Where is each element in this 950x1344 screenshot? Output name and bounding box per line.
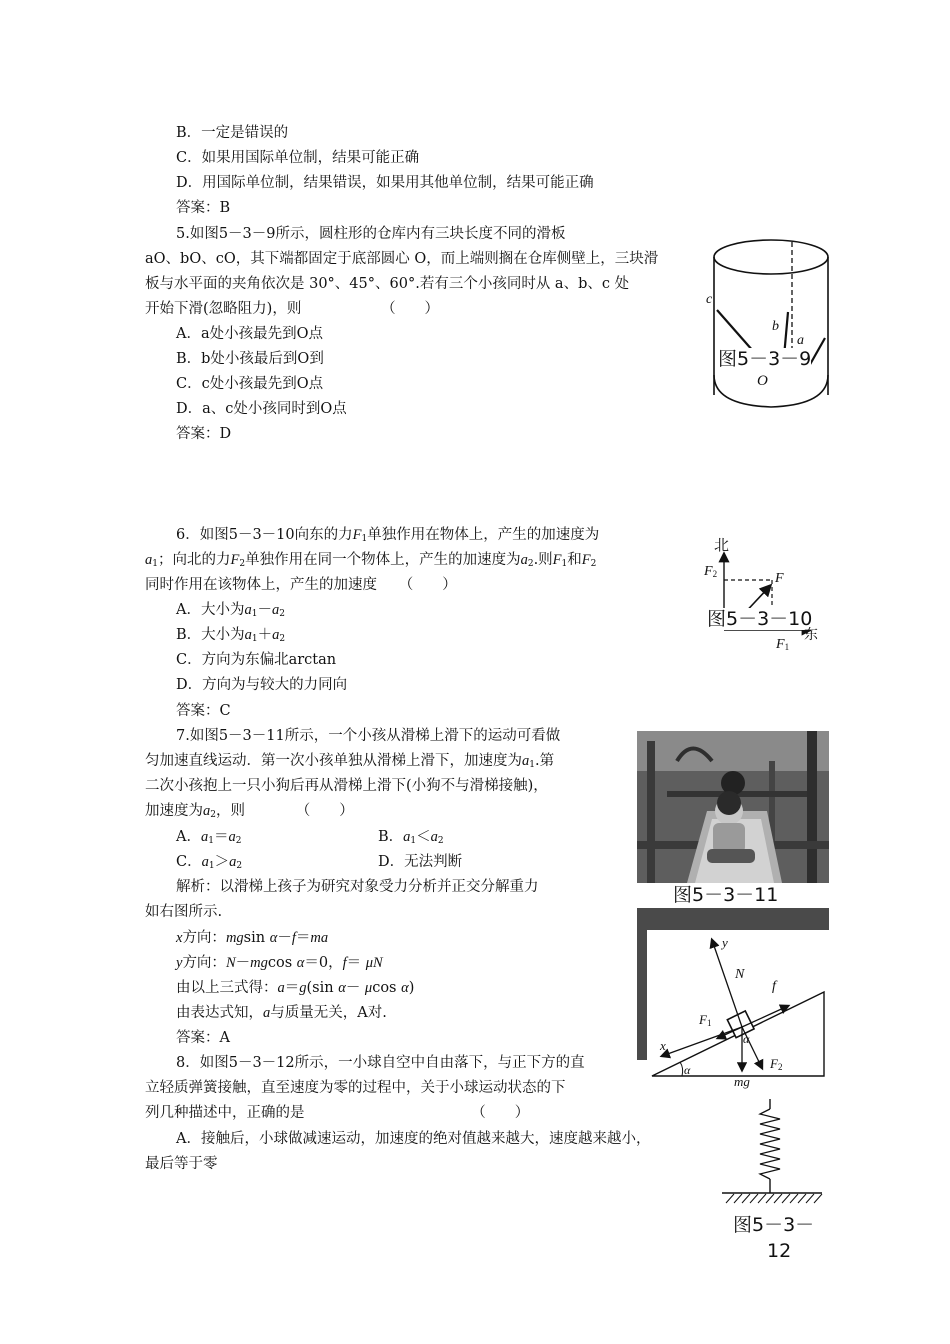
q5-stem-3: 板与水平面的夹角依次是 30°、45°、60°.若有三个小孩同时从 a、b、c 处 [145, 276, 630, 292]
alpha-base-label: α [684, 1063, 691, 1077]
label-b: b [772, 319, 779, 334]
q7-answer: 答案：A [176, 1030, 230, 1046]
q5-answer: 答案：D [176, 426, 232, 442]
figure-caption-5-3-11: 图5－3－11 [673, 884, 779, 906]
q4-option-b: B．一定是错误的 [176, 125, 289, 141]
q7-stem-3: 二次小孩抱上一只小狗后再从滑梯上滑下(小狗不与滑梯接触)， [145, 778, 548, 794]
force-vector-figure [708, 548, 818, 658]
q5-stem-2: aO、bO、cO，其下端都固定于底部圆心 O，而上端则搁在仓库侧壁上，三块滑 [145, 251, 659, 267]
q7-stem-4: 加速度为$a_2$，则 （ ） [145, 803, 354, 820]
figure-caption-5-3-10: 图5－3－10 [707, 608, 813, 630]
q8-option-a-2: 最后等于零 [145, 1156, 218, 1172]
q6-option-c: C．方向为东偏北arctan [176, 652, 337, 668]
photo-strip [637, 908, 829, 930]
incline-force-diagram [648, 932, 828, 1082]
q7-stem-1: 7.如图5－3－11所示，一个小孩从滑梯上滑下的运动可看做 [176, 728, 561, 744]
q7-eq-2: y方向：N－mgcos α＝0，f＝ μN [176, 955, 383, 971]
f2-component-label: $F_2$ [770, 1056, 783, 1072]
figure-caption-5-3-9: 图5－3－9 [718, 348, 812, 370]
q5-stem-1: 5.如图5－3－9所示，圆柱形的仓库内有三块长度不同的滑板 [176, 226, 566, 242]
spring-figure [718, 1095, 828, 1205]
f1-label: $F_1$ [776, 637, 790, 652]
q7-eq-3: 由以上三式得：a＝g(sin α－ μcos α) [176, 980, 415, 996]
q5-option-d: D．a、c处小孩同时到O点 [176, 401, 347, 417]
n-label: N [735, 967, 745, 982]
q6-stem-1: 6．如图5－3－10向东的力$F_1$单独作用在物体上，产生的加速度为 [176, 527, 600, 544]
q7-eq-4: 由表达式知，a与质量无关，A对. [176, 1005, 387, 1021]
mg-label: mg [734, 1074, 750, 1089]
q7-option-a: A．$a_1=a_2$ [176, 829, 242, 846]
label-o: O [757, 373, 768, 389]
q5-stem-4: 开始下滑(忽略阻力)，则 （ ） [145, 301, 440, 317]
north-label: 北 [714, 536, 730, 554]
figure-caption-5-3-12-line2: 12 [767, 1240, 792, 1262]
q8-stem-1: 8．如图5－3－12所示，一小球自空中自由落下，与正下方的直 [176, 1055, 585, 1071]
q7-analysis-2: 如右图所示. [145, 904, 223, 920]
q6-option-a: A．大小为$a_1-a_2$ [176, 602, 285, 619]
slide-photo [637, 731, 829, 883]
figure-caption-5-3-12-line1: 图5－3－ [733, 1214, 815, 1236]
q8-stem-2: 立轻质弹簧接触，直至速度为零的过程中，关于小球运动状态的下 [145, 1080, 566, 1096]
q4-option-d: D．用国际单位制，结果错误，如果用其他单位制，结果可能正确 [176, 175, 594, 191]
q6-stem-2: $a_1$；向北的力$F_2$单独作用在同一个物体上，产生的加速度为$a_2$.则$F_1$和$F_2$ [145, 552, 597, 569]
q6-answer: 答案：C [176, 703, 231, 719]
friction-label: f [772, 979, 776, 994]
q7-stem-2: 匀加速直线运动．第一次小孩单独从滑梯上滑下，加速度为$a_1$.第 [145, 753, 555, 770]
alpha-inner-label: α [743, 1032, 750, 1046]
x-axis-label: x [660, 1038, 666, 1053]
q7-eq-1: x方向：mgsin α－f＝ma [176, 930, 329, 946]
q4-answer: 答案：B [176, 200, 231, 216]
f1-component-label: $F_1$ [699, 1012, 712, 1028]
q8-stem-3: 列几种描述中，正确的是 （ ） [145, 1105, 530, 1121]
label-c: c [706, 292, 713, 307]
q5-option-a: A．a处小孩最先到O点 [176, 326, 324, 342]
q5-option-b: B．b处小孩最后到O到 [176, 351, 324, 367]
q7-analysis-1: 解析：以滑梯上孩子为研究对象受力分析并正交分解重力 [176, 879, 539, 895]
y-axis-label: y [722, 935, 728, 950]
q7-option-d: D．无法判断 [378, 854, 463, 870]
q7-option-c: C．$a_1>a_2$ [176, 854, 243, 871]
q5-option-c: C．c处小孩最先到O点 [176, 376, 324, 392]
q6-stem-3: 同时作用在该物体上，产生的加速度 （ ） [145, 577, 457, 593]
f-label: F [775, 571, 784, 586]
q6-option-d: D．方向为与较大的力同向 [176, 677, 348, 693]
f2-label: $F_2$ [704, 564, 718, 579]
q4-option-c: C．如果用国际单位制，结果可能正确 [176, 150, 420, 166]
q8-option-a-1: A．接触后，小球做减速运动，加速度的绝对值越来越大，速度越来越小， [176, 1131, 651, 1147]
q6-option-b: B．大小为$a_1+a_2$ [176, 627, 286, 644]
east-label: 东 [804, 627, 818, 643]
label-a: a [797, 333, 804, 348]
q7-option-b: B．$a_1<a_2$ [378, 829, 444, 846]
photo-side-strip [637, 930, 647, 1060]
